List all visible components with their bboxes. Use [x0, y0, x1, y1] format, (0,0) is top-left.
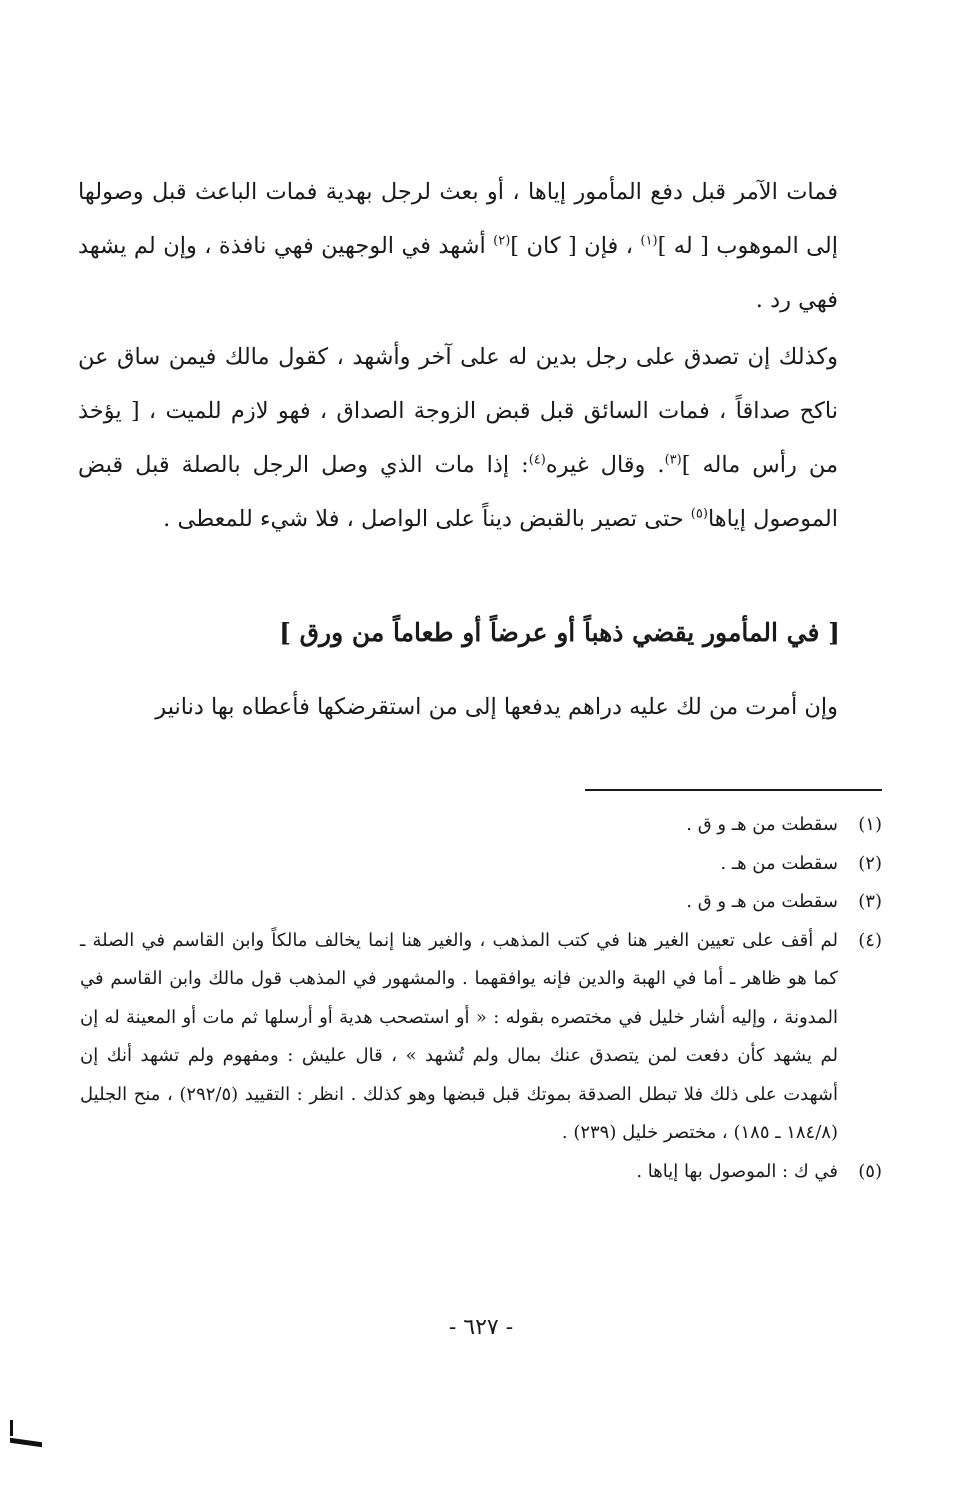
footnote-4 — [80, 922, 882, 1153]
footnote-ref-4: (٤) — [528, 452, 546, 468]
footnote-1 — [80, 806, 882, 845]
footnote-3 — [80, 883, 882, 922]
footnotes — [80, 806, 882, 1191]
paragraph-2-text-d: حتى تصير بالقبض ديناً على الواصل ، فلا شيء للمعطى . — [163, 506, 684, 532]
crop-mark-horizontal — [10, 1438, 42, 1447]
footnote-text: سقطت من هـ و ق . — [686, 814, 838, 835]
section-heading: [ في المأمور يقضي ذهباً أو عرضاً أو طعاماً من ورق ] — [279, 618, 840, 647]
paragraph-2-text-c: : إذا مات الذي وصل الرجل بالصلة قبل قبض الموصول إياها — [78, 452, 838, 532]
footnote-5 — [80, 1153, 882, 1192]
footnote-divider — [585, 789, 882, 791]
paragraph-1-text-b: ، فإن [ كان ] — [510, 233, 633, 259]
paragraph-3: وإن أمرت من لك عليه دراهم يدفعها إلى من استقرضكها فأعطاه بها دنانير — [155, 694, 838, 720]
footnote-ref-5: (٥) — [690, 506, 708, 522]
footnote-ref-3: (٣) — [664, 452, 682, 468]
footnote-number: (٢) — [858, 852, 882, 874]
crop-mark-vertical — [10, 1420, 13, 1436]
footnote-number: (٣) — [858, 891, 882, 912]
footnote-number: (١) — [858, 814, 882, 835]
footnote-text: لم أقف على تعيين الغير هنا في كتب المذهب ، والغير هنا إنما يخالف مالكاً وابن القاسم في الصلة ـ كما هو ظاهر ـ أما في الهبة والدين فإنه يوافقهما . والمشهور في المذهب قول مالك وابن القاسم في المدونة ، وإليه أشار خليل في مختصره بقوله : « أو استصحب هدية أو أرسلها ثم مات أو المعينة له إن لم يشهد كأن دفعت لمن يتصدق عنك بمال ولم تُشهد » ، قال عليش : ومفهوم ولم تشهد أنك إن أشهدت على ذلك فلا تبطل الصدقة بموتك قبل قبضها وهو كذلك . انظر : التقييد (٢٩٢/٥) ، منح الجليل (١٨٤/٨ ـ ١٨٥) ، مختصر خليل (٢٣٩) . — [80, 929, 838, 1143]
paragraph-2-text-a: وكذلك إن تصدق على رجل بدين له على آخر وأشهد ، كقول مالك فيمن ساق عن ناكح صداقاً ، فمات السائق قبل قبض الزوجة الصداق ، فهو لازم للميت ، [ يؤخذ من رأس ماله ] — [78, 344, 839, 478]
footnote-text: سقطت من هـ . — [720, 852, 838, 874]
footnote-number: (٥) — [858, 1160, 882, 1182]
footnote-ref-1: (١) — [640, 233, 658, 249]
paragraph-1-text-a: فمات الآمر قبل دفع المأمور إياها ، أو بعث لرجل بهدية فمات الباعث قبل وصولها إلى الموهوب [ له ] — [78, 179, 838, 259]
paragraph-2-text-b: . وقال غيره — [545, 452, 665, 478]
footnote-text: في ك : الموصول بها إياها . — [636, 1160, 838, 1182]
paragraph-1-text-c: أشهد في الوجهين فهي نافذة ، وإن لم يشهد فهي رد . — [78, 233, 838, 313]
footnote-ref-2: (٢) — [493, 233, 511, 249]
footnote-2 — [80, 845, 882, 884]
footnote-number: (٤) — [858, 929, 882, 951]
paragraph-1 — [78, 165, 838, 327]
page-number: - ٦٢٧ - — [448, 1315, 514, 1340]
paragraph-2 — [78, 330, 838, 546]
footnote-text: سقطت من هـ و ق . — [686, 891, 838, 912]
